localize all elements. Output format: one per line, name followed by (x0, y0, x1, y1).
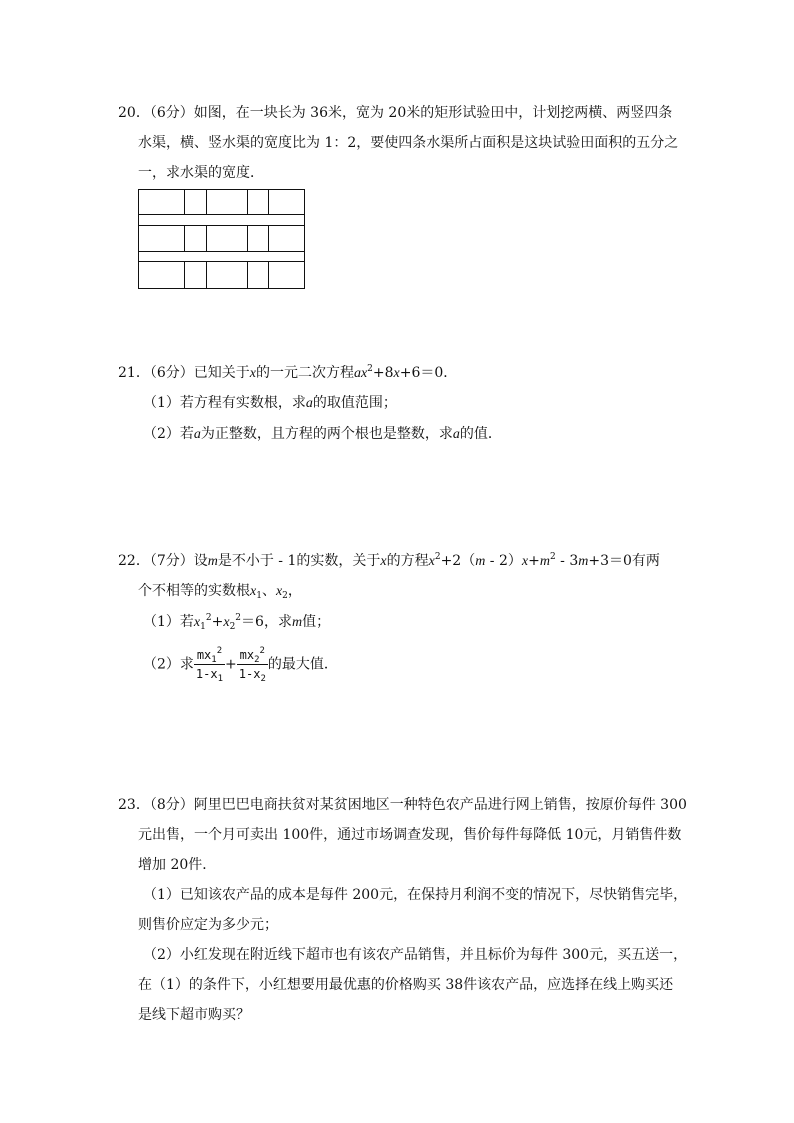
q22-part-1: （1）若$x_1^2+x_2^2=6$，求m值； (143, 613, 331, 632)
vertical-channel-1 (185, 189, 207, 289)
q23-part-2-line-3: 是线下超市购买？ (138, 1007, 250, 1023)
q22-line-2: 个不相等的实数根$x_1$、$x_2$， (138, 583, 302, 601)
fraction-2: $\frac{mx_2^2}{1-x_2}$ (238, 646, 266, 684)
q23-part-1-line-2: 则售价应定为多少元； (138, 917, 278, 933)
q23-part-2-line-1: （2）小红发现在附近线下超市也有该农产品销售，并且标价为每件 300元，买五送一， (143, 947, 688, 963)
field-outline (139, 190, 305, 289)
q23-part-1-line-1: （1）已知该农产品的成本是每件 200元，在保持月利润不变的情况下，尽快销售完毕， (143, 887, 688, 903)
q23-line-3: 增加 20件． (138, 857, 217, 873)
q22-part-2: （2）求 $\frac{mx_1^2}{1-x_1}$ + $\frac{mx_2^2}{1-x_2}$ 的最大值． (143, 646, 338, 684)
q23-line-1: 23．（8分）阿里巴巴电商扶贫对某贫困地区一种特色农产品进行网上销售，按原价每件 300 (118, 797, 687, 813)
vertical-channel-2 (248, 189, 269, 289)
fraction-1: $\frac{mx_1^2}{1-x_1}$ (195, 646, 224, 684)
q20-line-3: 一，求水渠的宽度． (138, 165, 264, 181)
q21-part-2: （2）若a为正整数，且方程的两个根也是整数，求a的值． (143, 426, 502, 442)
q20-line-1: 20．（6分）如图，在一块长为 36米，宽为 20米的矩形试验田中，计划挖两横、两竖四条 (118, 105, 673, 121)
q21-part-1: （1）若方程有实数根，求a的取值范围； (143, 395, 397, 411)
q23-line-2: 元出售，一个月可卖出 100件，通过市场调查发现，售价每件每降低 10元，月销售件数 (138, 827, 682, 843)
q22-stem: 22．（7分）设m是不小于 - 1的实数，关于x的方程$x^2+2(m - 2)x+m^2 - 3m+3=0$有两 (118, 552, 660, 569)
q20-line-2: 水渠，横、竖水渠的宽度比为 1：2，要使四条水渠所占面积是这块试验田面积的五分之 (138, 135, 679, 151)
field-diagram (138, 189, 308, 291)
q23-part-2-line-2: 在（1）的条件下，小红想要用最优惠的价格购买 38件该农产品，应选择在线上购买还 (138, 977, 674, 993)
q21-stem: 21．（6分）已知关于x的一元二次方程$ax^2+8x+6=0$． (118, 364, 458, 381)
